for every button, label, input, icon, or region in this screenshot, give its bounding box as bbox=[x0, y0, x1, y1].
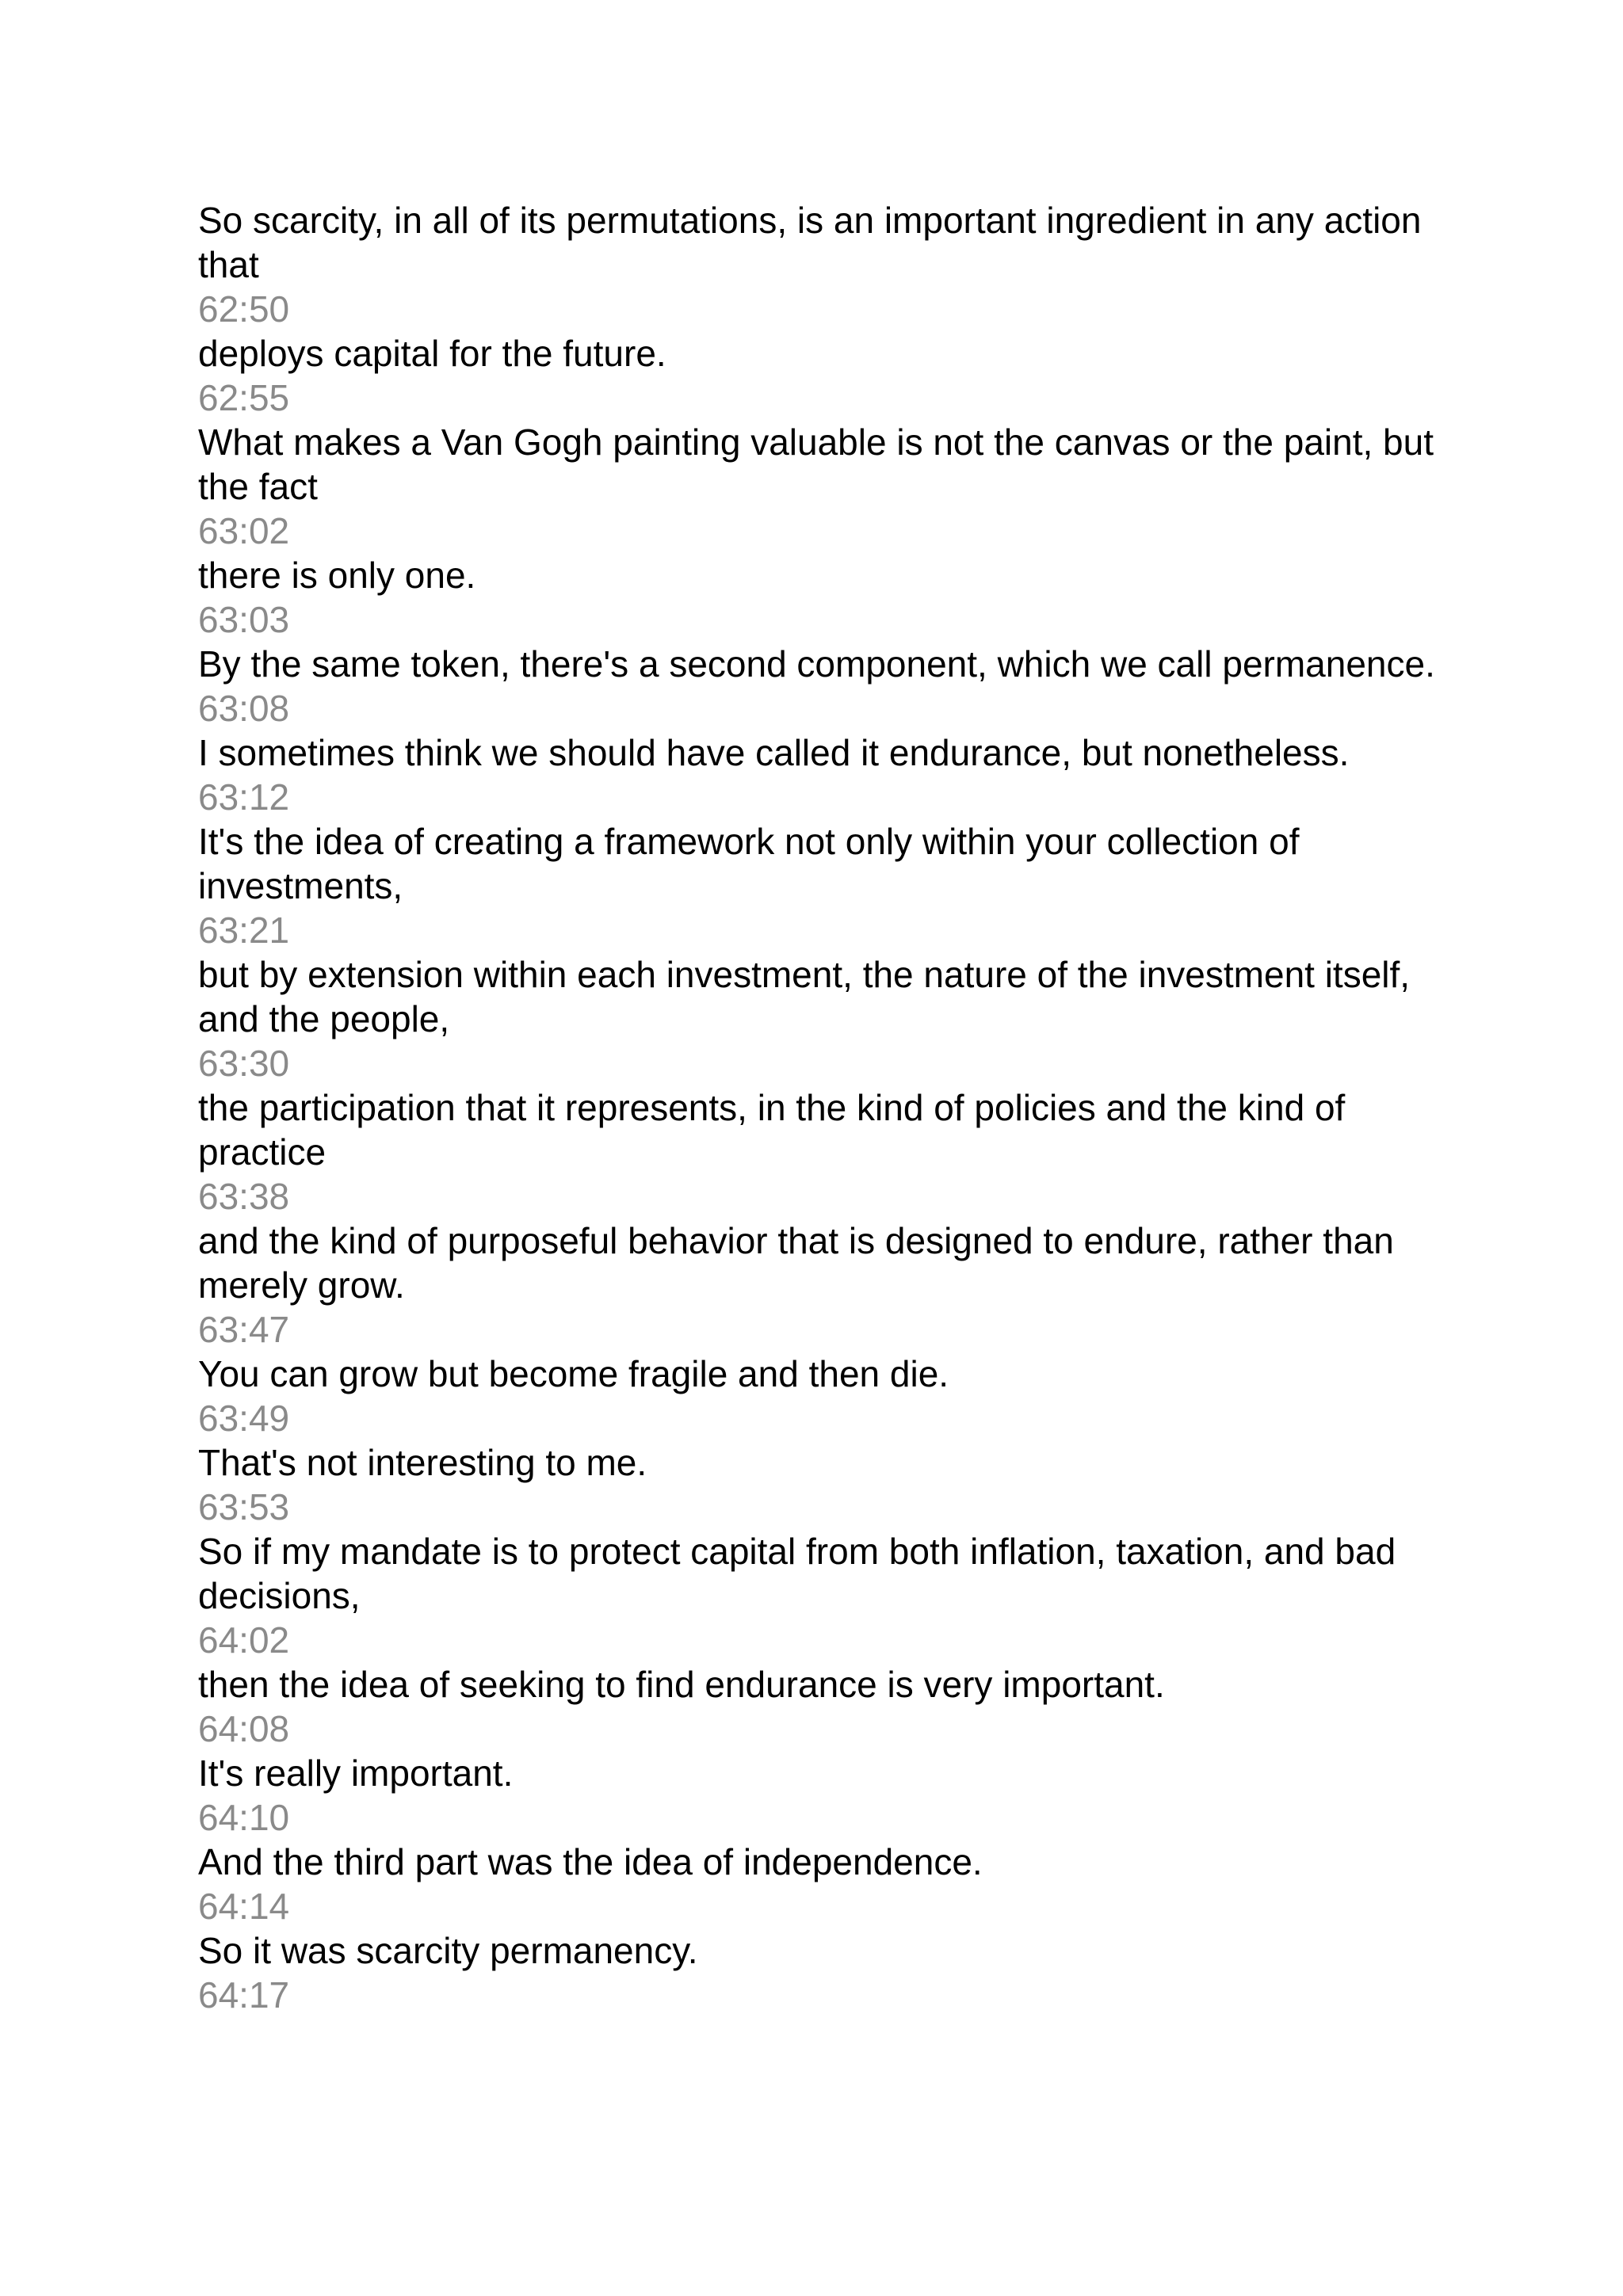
transcript-line: It's really important. bbox=[198, 1753, 514, 1794]
transcript-line: and the kind of purposeful behavior that is designed to endure, rather than merely grow. bbox=[198, 1220, 1394, 1306]
transcript-line: but by extension within each investment, the nature of the investment itself, and the people, bbox=[198, 954, 1411, 1039]
transcript-line: So if my mandate is to protect capital from both inflation, taxation, and bad decisions, bbox=[198, 1531, 1396, 1616]
timestamp: 63:30 bbox=[198, 1043, 290, 1084]
timestamp: 63:38 bbox=[198, 1176, 290, 1217]
transcript-line: You can grow but become fragile and then die. bbox=[198, 1353, 949, 1394]
transcript-line: deploys capital for the future. bbox=[198, 333, 666, 374]
timestamp: 63:47 bbox=[198, 1309, 290, 1350]
transcript-line: I sometimes think we should have called it endurance, but nonetheless. bbox=[198, 732, 1350, 773]
timestamp: 64:10 bbox=[198, 1797, 290, 1838]
transcript-line: That's not interesting to me. bbox=[198, 1442, 647, 1483]
transcript-line: So scarcity, in all of its permutations, is an important ingredient in any action that bbox=[198, 200, 1422, 285]
timestamp: 63:53 bbox=[198, 1486, 290, 1527]
timestamp: 64:14 bbox=[198, 1886, 290, 1927]
timestamp: 62:55 bbox=[198, 377, 290, 418]
timestamp: 63:03 bbox=[198, 599, 290, 640]
timestamp: 63:49 bbox=[198, 1398, 290, 1439]
timestamp: 63:12 bbox=[198, 776, 290, 818]
transcript-line: What makes a Van Gogh painting valuable is not the canvas or the paint, but the fact bbox=[198, 421, 1434, 507]
timestamp: 64:17 bbox=[198, 1974, 290, 2016]
transcript-line: It's the idea of creating a framework not only within your collection of investments, bbox=[198, 821, 1300, 906]
timestamp: 63:21 bbox=[198, 910, 290, 951]
transcript-line: there is only one. bbox=[198, 555, 476, 596]
transcript-line: And the third part was the idea of independence. bbox=[198, 1841, 983, 1882]
transcript-line: the participation that it represents, in the kind of policies and the kind of practice bbox=[198, 1087, 1346, 1173]
timestamp: 63:02 bbox=[198, 510, 290, 551]
timestamp: 64:02 bbox=[198, 1619, 290, 1661]
timestamp: 63:08 bbox=[198, 688, 290, 729]
timestamp: 62:50 bbox=[198, 288, 290, 330]
transcript-line: then the idea of seeking to find endurance is very important. bbox=[198, 1664, 1165, 1705]
timestamp: 64:08 bbox=[198, 1708, 290, 1749]
transcript-line: By the same token, there's a second component, which we call permanence. bbox=[198, 643, 1435, 685]
transcript-line: So it was scarcity permanency. bbox=[198, 1930, 698, 1971]
transcript-page bbox=[198, 198, 1450, 2017]
